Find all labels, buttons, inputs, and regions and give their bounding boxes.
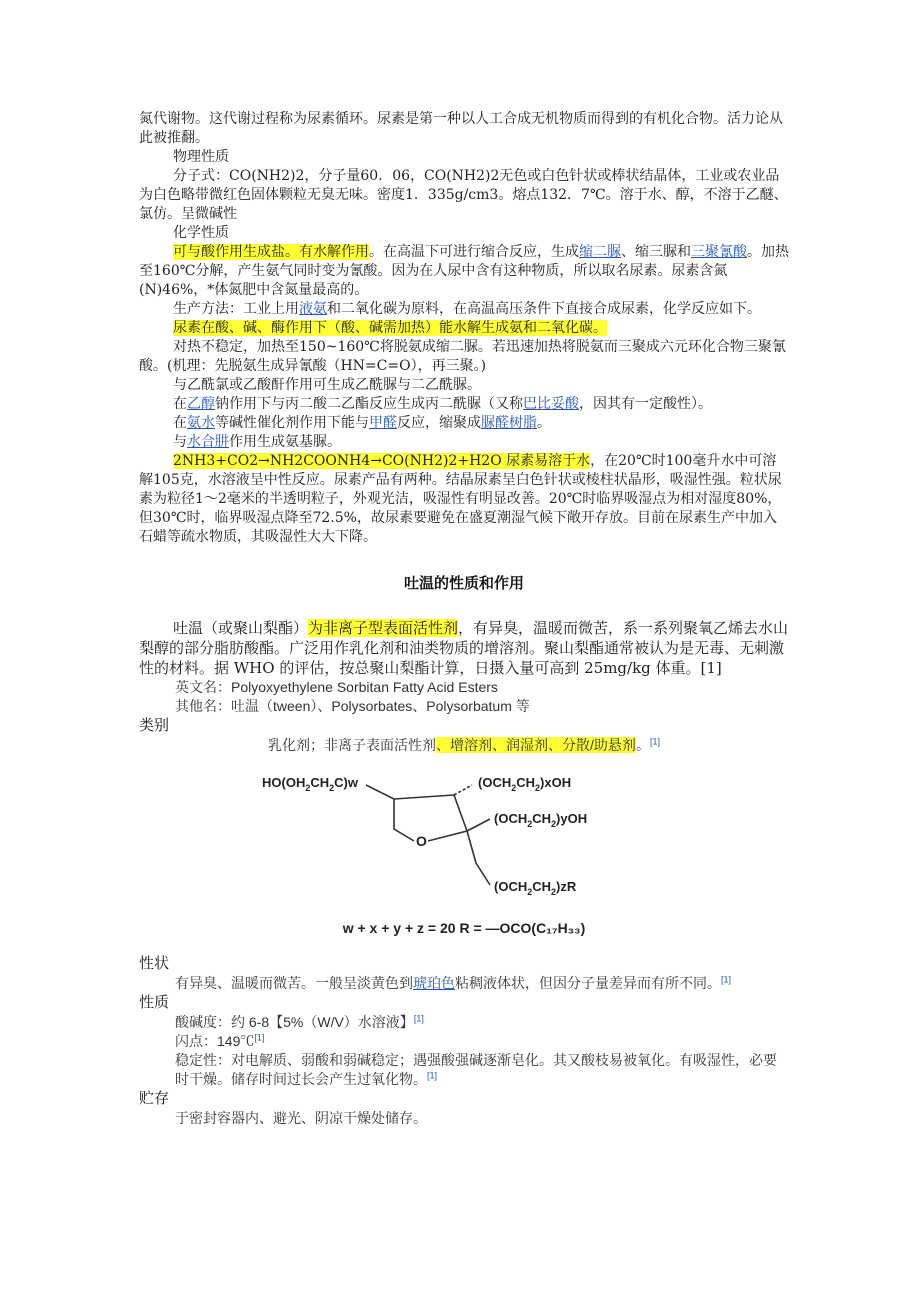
- text-fragment: 反应，缩聚成: [397, 415, 481, 431]
- text-fragment: 作用生成氨基脲。: [229, 434, 341, 450]
- tween-intro-section: [139, 618, 789, 678]
- ring-top: [394, 795, 454, 799]
- urea-section: [139, 110, 789, 547]
- text-fragment: 闪点：149℃: [175, 1033, 255, 1049]
- reference-link[interactable]: [1]: [427, 1070, 438, 1081]
- category-text: [139, 736, 789, 755]
- link-cyanuric-acid[interactable]: 三聚氰酸: [691, 244, 747, 260]
- text-fragment: 。加热至160℃分解，产生氨气同时变为氰酸。因为在人尿中含有这种物质，所以取名尿素。尿素含氮(N)46%，*体氮肥中含氮量最高的。: [139, 244, 789, 298]
- ring-left: [394, 799, 414, 841]
- text-fragment: 吐温（或聚山梨酯）: [173, 619, 309, 637]
- bond-w: [366, 785, 394, 799]
- text-fragment: 乳化剂；非离子表面活性剂: [268, 737, 437, 753]
- physical-properties-text: 分子式：CO(NH2)2，分子量60．06，CO(NH2)2无色或白色针状或棒状结晶体，工业或农业品为白色略带微红色固体颗粒无臭无味。密度1．335g/cm3。熔点132．7℃。溶于水、醇，不溶于乙醚、氯仿。呈微碱性: [139, 168, 788, 222]
- storage-text: 于密封容器内、避光、阴凉干燥处储存。: [175, 1110, 427, 1126]
- text-fragment: 。在高温下可进行缩合反应，生成: [369, 244, 579, 260]
- english-name: 英文名：Polyoxyethylene Sorbitan Fatty Acid Esters: [175, 679, 498, 695]
- ph-text: [139, 1013, 789, 1032]
- paragraph-urea-cycle: 氮代谢物。这代谢过程称为尿素循环。尿素是第一种以人工合成无机物质而得到的有机化合物。活力论从此被推翻。: [139, 111, 783, 146]
- stability-text: [139, 1051, 789, 1089]
- link-hydrazine-hydrate[interactable]: 水合肼: [187, 434, 229, 450]
- struct-label-y: $(OCH_2CH_2)yOH$: [494, 811, 588, 829]
- link-ethanol[interactable]: 乙醇: [187, 396, 215, 412]
- text-fragment: 生产方法：工业上用: [173, 301, 299, 317]
- category-heading: 类别: [139, 717, 170, 734]
- chemical-properties-heading: 化学性质: [173, 225, 229, 241]
- structure-formula: w + x + y + z = 20 R = —OCO(C₁₇H₃₃): [342, 920, 586, 936]
- struct-label-x: $(OCH_2CH_2)xOH$: [478, 775, 572, 793]
- text-fragment: ，因其有一定酸性）。: [579, 396, 712, 412]
- text-fragment: 。: [537, 415, 551, 431]
- link-amber-color[interactable]: 琥珀色: [413, 975, 455, 991]
- tween-intro-paragraph: [139, 618, 789, 678]
- bond-z: [467, 831, 490, 885]
- ring-right: [454, 795, 467, 831]
- reference-link[interactable]: [1]: [413, 1013, 424, 1024]
- text-fragment: 和二氧化碳为原料，在高温高压条件下直接合成尿素，化学反应如下。: [327, 301, 761, 317]
- text-fragment: 、缩三脲和: [621, 244, 691, 260]
- ammonia-reaction-text: [139, 414, 789, 433]
- link-liquid-ammonia[interactable]: 液氨: [299, 301, 327, 317]
- reference-link[interactable]: [1]: [254, 1032, 265, 1043]
- reference-link[interactable]: [1]: [721, 974, 732, 985]
- document-page: [139, 110, 789, 1128]
- text-fragment: 等碱性催化剂作用下能与: [215, 415, 369, 431]
- struct-ring-oxygen: O: [416, 833, 427, 849]
- link-barbituric-acid[interactable]: 巴比妥酸: [523, 396, 579, 412]
- link-biuret[interactable]: 缩二脲: [579, 244, 621, 260]
- heat-instability-text: 对热不稳定，加热至150~160℃将脱氨成缩二脲。若迅速加热将脱氨而三聚成六元环化合物三聚氰酸。(机理：先脱氨生成异氰酸（HN=C=O），再三聚。): [139, 339, 786, 374]
- appearance-text: [139, 974, 789, 993]
- struct-label-w: $HO(OH_2CH_2C)w$: [262, 775, 358, 793]
- text-fragment: 与: [173, 434, 187, 450]
- struct-label-z: $(OCH_2CH_2)zR$: [494, 879, 577, 897]
- highlight-equation: 2NH3+CO2→NH2COONH4→CO(NH2)2+H2O 尿素易溶于水: [173, 453, 591, 469]
- other-names: 其他名：吐温（tween）、Polysorbates、Polysorbatum 等: [175, 698, 530, 714]
- link-ammonia-water[interactable]: 氨水: [187, 415, 215, 431]
- text-fragment: ，在20℃时100毫升水中可溶解105克，水溶液呈中性反应。尿素产品有两种。结晶尿素呈白色针状或棱柱状晶形，吸湿性强。粒状尿素为粒径1～2毫米的半透明粒子，外观光洁，吸湿性有明显改善。20℃时临界吸湿点为相对湿度80%，但30℃时，临界吸湿点降至72.5%，故尿素要避免在盛夏潮湿气候下敞开存放。目前在尿素生产中加入石蜡等疏水物质，其吸湿性大大下降。: [139, 453, 782, 545]
- section-title: 吐温的性质和作用: [403, 574, 524, 592]
- acylation-text: 与乙酰氯或乙酸酐作用可生成乙酰脲与二乙酰脲。: [173, 377, 481, 393]
- ethanol-reaction-text: [139, 395, 789, 414]
- production-method-text: [139, 300, 789, 319]
- storage-heading: 贮存: [139, 1090, 170, 1107]
- highlight-hydrolysis: 尿素在酸、碱、酶作用下（酸、碱需加热）能水解生成氨和二氧化碳。: [173, 320, 607, 336]
- properties-heading: 性质: [139, 994, 170, 1011]
- bond-x: [454, 785, 472, 795]
- appearance-heading: 性状: [139, 955, 170, 972]
- ring-bottom: [428, 831, 467, 841]
- text-fragment: 钠作用下与丙二酸二乙酯反应生成丙二酰脲（又称: [215, 396, 523, 412]
- text-fragment: 在: [173, 415, 187, 431]
- struct-bonds: [366, 785, 490, 885]
- text-fragment: 稳定性：对电解质、弱酸和弱碱稳定；遇强酸强碱逐渐皂化。其又酸枝易被氧化。有吸湿性，必要时干燥。储存时间过长会产生过氧化物。: [175, 1052, 777, 1087]
- highlight-salt-hydrolysis: 可与酸作用生成盐。有水解作用: [173, 244, 369, 260]
- text-fragment: 在: [173, 396, 187, 412]
- link-formaldehyde[interactable]: 甲醛: [369, 415, 397, 431]
- chemical-properties-text: [139, 243, 789, 300]
- link-urea-formaldehyde-resin[interactable]: 脲醛树脂: [481, 415, 537, 431]
- text-fragment: 酸碱度：约 6-8【5%（W/V）水溶液】: [175, 1014, 414, 1030]
- polysorbate-structure-diagram: [254, 763, 674, 913]
- flash-point-text: [139, 1032, 789, 1051]
- tween-details-section: [139, 678, 789, 1128]
- highlight-category: 、增溶剂、润湿剂、分散/助悬剂: [436, 737, 636, 753]
- hydrazine-reaction-text: [139, 433, 789, 452]
- hydrolysis-text: [139, 319, 789, 338]
- text-fragment: 粘稠液体状，但因分子量差异而有所不同。: [455, 975, 721, 991]
- physical-properties-heading: 物理性质: [173, 149, 229, 165]
- equation-solubility-text: [139, 452, 789, 547]
- highlight-nonionic-surfactant: 为非离子型表面活性剂: [308, 619, 459, 637]
- bond-y: [467, 819, 490, 831]
- reference-link[interactable]: [1]: [649, 736, 660, 747]
- text-fragment: 。: [635, 737, 650, 753]
- text-fragment: ，有异臭，温暖而微苦，系一系列聚氧乙烯去水山梨醇的部分脂肪酸酯。广泛用作乳化剂和油类物质的增溶剂。聚山梨酯通常被认为是无毒、无刺激性的材料。据 WHO 的评估，按总聚山梨酯计算，日摄入量可高到 25mg/kg 体重。[1]: [139, 619, 789, 677]
- text-fragment: 有异臭、温暖而微苦。一般呈淡黄色到: [175, 975, 413, 991]
